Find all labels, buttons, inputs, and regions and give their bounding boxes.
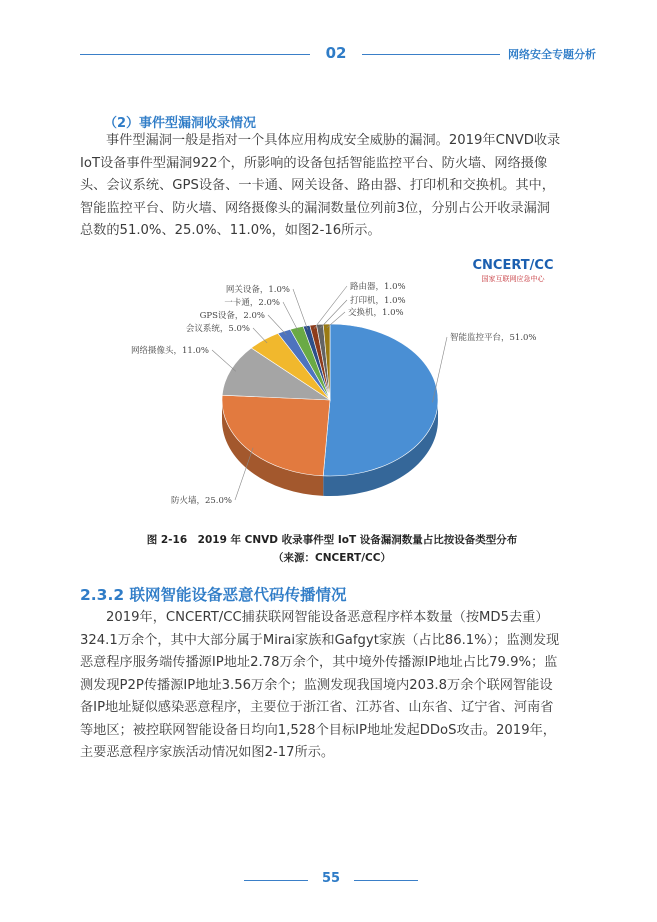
figure-caption: 图 2-16 2019 年 CNVD 收录事件型 IoT 设备漏洞数量占比按设备类型分布 — [146, 534, 518, 546]
para-line: 头、会议系统、GPS设备、一卡通、网关设备、路由器、打印机和交换机。其中， — [80, 178, 555, 193]
logo-wordmark: CNCERT/CC — [472, 258, 554, 273]
subheading: （2）事件型漏洞收录情况 — [104, 116, 257, 131]
logo-subtitle: 国家互联网应急中心 — [481, 275, 545, 283]
header-page-tag: 02 — [325, 44, 347, 62]
figure-source: （来源：CNCERT/CC） — [273, 552, 391, 564]
data-label: 交换机，1.0% — [348, 308, 404, 318]
footer-rule-left — [244, 880, 308, 881]
header-section-title: 网络安全专题分析 — [508, 48, 596, 61]
data-label: 网关设备，1.0% — [225, 285, 290, 295]
leader-line — [293, 289, 308, 330]
leader-line — [314, 286, 347, 329]
para-line: 总数的51.0%、25.0%、11.0%，如图2-16所示。 — [80, 223, 381, 238]
data-label: 打印机，1.0% — [350, 296, 406, 306]
header-rule-right — [362, 54, 500, 55]
leader-line — [283, 302, 298, 331]
data-label: 网络摄像头，11.0% — [130, 346, 209, 356]
data-label: 防火墙，25.0% — [170, 496, 232, 506]
para-line: 主要恶意程序家族活动情况如图2-17所示。 — [80, 745, 335, 760]
para-line: 智能监控平台、防火墙、网络摄像头的漏洞数量位列前3位，分别占公开收录漏洞 — [80, 200, 550, 216]
data-label: 会议系统，5.0% — [185, 324, 250, 334]
para-line: 备IP地址疑似感染恶意程序，主要位于浙江省、江苏省、山东省、辽宁省、河南省 — [80, 700, 554, 715]
para-line: 测发现P2P传播源IP地址3.56万余个；监测发现我国境内203.8万余个联网智能设 — [80, 677, 553, 693]
para-line: 2019年，CNCERT/CC捕获联网智能设备恶意程序样本数量（按MD5去重） — [106, 610, 549, 625]
data-label: GPS设备，2.0% — [199, 311, 265, 321]
para-line: 事件型漏洞一般是指对一个具体应用构成安全威胁的漏洞。2019年CNVD收录 — [106, 133, 561, 148]
footer-rule-right — [354, 880, 418, 881]
para-line: IoT设备事件型漏洞922个，所影响的设备包括智能监控平台、防火墙、网络摄像 — [80, 155, 548, 171]
header-rule-left — [80, 54, 310, 55]
leader-line — [268, 315, 286, 335]
leader-line — [433, 337, 447, 402]
data-label: 智能监控平台，51.0% — [450, 333, 537, 343]
cncert-logo — [468, 258, 558, 284]
paragraph-malware — [80, 607, 584, 765]
para-line: 等地区；被控联网智能设备日均向1,528个目标IP地址发起DDoS攻击。2019年， — [80, 722, 556, 738]
section-heading: 2.3.2 联网智能设备恶意代码传播情况 — [80, 586, 347, 604]
pie-chart — [80, 258, 580, 528]
pie-slice-防火墙 — [222, 395, 330, 476]
leader-line — [212, 350, 236, 371]
paragraph-event-vulns — [80, 130, 584, 243]
para-line: 324.1万余个，其中大部分属于Mirai家族和Gafgyt家族（占比86.1%）；监测发现 — [80, 632, 560, 648]
page-number: 55 — [321, 871, 341, 886]
data-label: 一卡通，2.0% — [224, 298, 280, 308]
leader-line — [253, 328, 267, 343]
para-line: 恶意程序服务端传播源IP地址2.78万余个，其中境外传播源IP地址占比79.9%；监 — [80, 655, 558, 670]
data-label: 路由器，1.0% — [350, 282, 406, 292]
